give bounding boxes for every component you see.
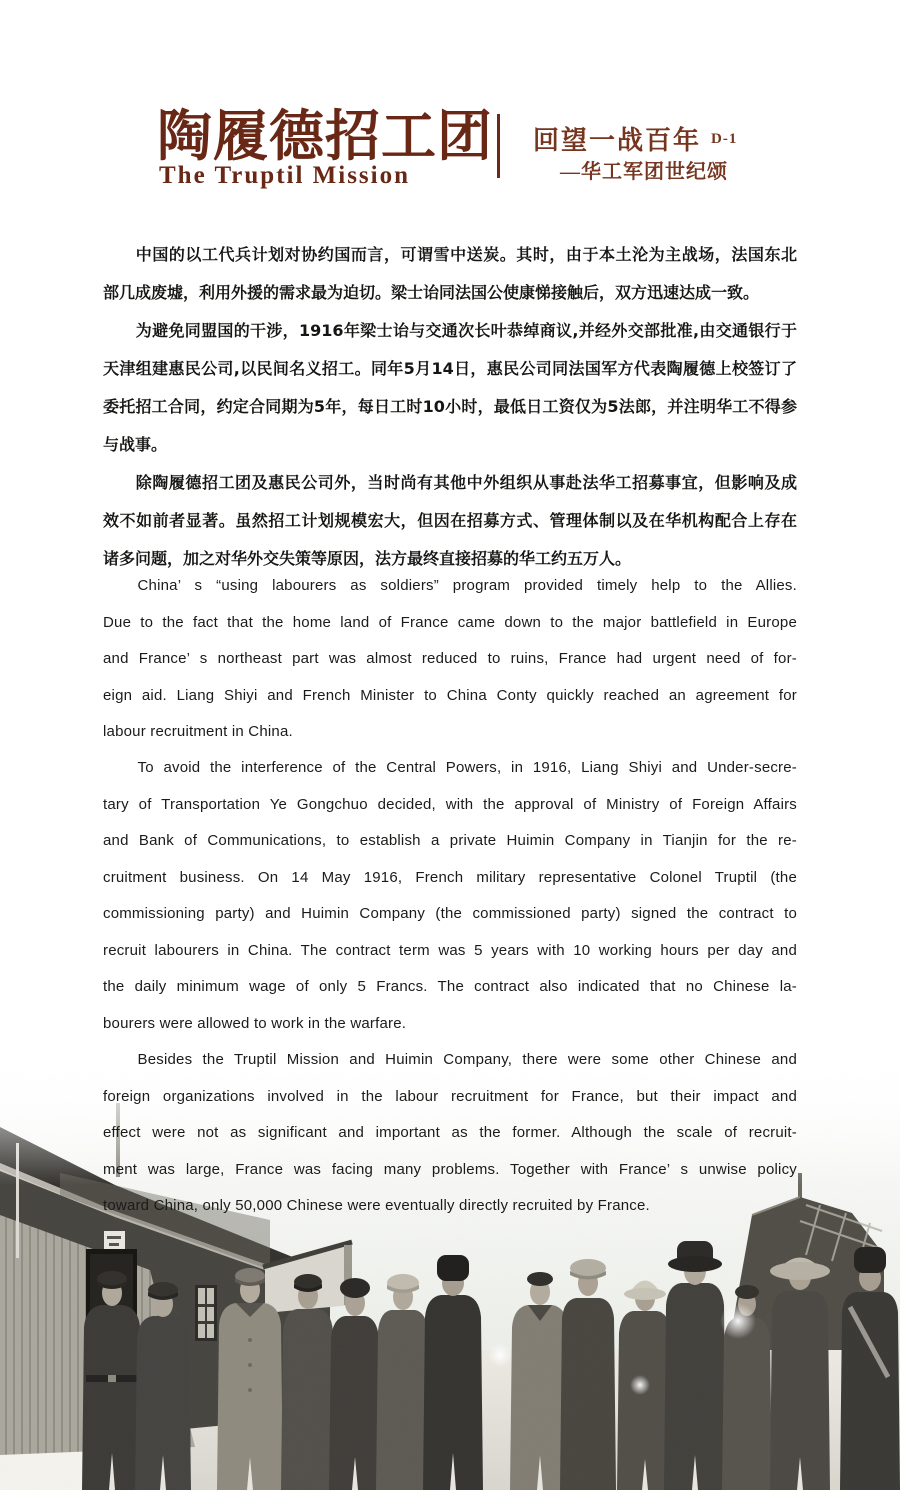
series-title: 回望一战百年 (533, 126, 702, 155)
text-line: and Bank of Communications, to establish a private Huimin Company in Tianjin for the re- (103, 832, 797, 849)
text-line: cruitment business. On 14 May 1916, French military representative Colonel Truptil (the (103, 868, 797, 886)
text-line: ment was large, France was facing many problems. Together with France’ s unwise policy (103, 1160, 797, 1178)
text-line: eign aid. Liang Shiyi and French Minister to China Conty quickly reached an agreement for (103, 686, 797, 704)
chinese-paragraph-1 (103, 236, 797, 312)
text-line: labour recruitment in China. (103, 723, 293, 740)
page-title: 陶履德招工团 (157, 106, 494, 167)
text-line: toward China, only 50,000 Chinese were eventually directly recruited by France. (103, 1197, 650, 1214)
series-title-row (533, 120, 737, 157)
text-line: 委托招工合同，约定合同期为5年，每日工时10小时，最低日工资仅为5法郎，并注明华工不得参 (103, 397, 797, 416)
text-line: Due to the fact that the home land of France came down to the major battlefield in Europe (103, 613, 797, 631)
text-line: Besides the Truptil Mission and Huimin Company, there were some other Chinese and (137, 1051, 797, 1068)
text-line: 与战事。 (103, 435, 168, 454)
text-line: and France’ s northeast part was almost reduced to ruins, France had urgent need of for- (103, 650, 797, 667)
chinese-paragraph-3 (103, 464, 797, 578)
chinese-paragraph-2 (103, 312, 797, 464)
text-line: 除陶履德招工团及惠民公司外，当时尚有其他中外组织从事赴法华工招募事宜，但影响及成 (135, 473, 797, 492)
header-divider (497, 114, 500, 178)
text-line: 中国的以工代兵计划对协约国而言，可谓雪中送炭。其时，由于本土沦为主战场，法国东北 (135, 245, 797, 264)
series-subtitle: —华工军团世纪颂 (560, 161, 728, 183)
text-line: 部几成废墟，利用外援的需求最为迫切。梁士诒同法国公使康悌接触后，双方迅速达成一致。 (103, 283, 760, 302)
text-line: 为避免同盟国的干涉，1916年梁士诒与交通次长叶恭绰商议,并经外交部批准,由交通银行于 (135, 321, 797, 340)
text-line: To avoid the interference of the Central Powers, in 1916, Liang Shiyi and Under-secre- (137, 759, 797, 776)
text-line: bourers were allowed to work in the warfare. (103, 1014, 407, 1032)
text-line: commissioning party) and Huimin Company (the commissioned party) signed the contract to (103, 905, 797, 922)
text-line: foreign organizations involved in the labour recruitment for France, but their impact and (103, 1087, 797, 1105)
text-line: 天津组建惠民公司,以民间名义招工。同年5月14日，惠民公司同法国军方代表陶履德上校签订了 (103, 359, 797, 378)
english-paragraph-3 (103, 1042, 797, 1225)
text-line: recruit labourers in China. The contract term was 5 years with 10 working hours per day and (103, 941, 797, 959)
text-line: 诸多问题，加之对华外交失策等原因，法方最终直接招募的华工约五万人。 (103, 549, 632, 568)
text-line: 效不如前者显著。虽然招工计划规模宏大，但因在招募方式、管理体制以及在华机构配合上存在 (103, 511, 797, 530)
english-paragraph-2 (103, 750, 797, 1042)
text-line: tary of Transportation Ye Gongchuo decided, with the approval of Ministry of Foreign Affairs (103, 795, 797, 813)
series-code: D-1 (711, 131, 738, 147)
english-paragraph-1 (103, 568, 797, 751)
text-line: China’ s “using labourers as soldiers” program provided timely help to the Allies. (137, 577, 797, 594)
text-line: effect were not as significant and important as the former. Although the scale of recruit- (103, 1124, 797, 1141)
page-title-english: The Truptil Mission (159, 162, 411, 189)
text-line: the daily minimum wage of only 5 Francs. The contract also indicated that no Chinese la- (103, 978, 797, 995)
